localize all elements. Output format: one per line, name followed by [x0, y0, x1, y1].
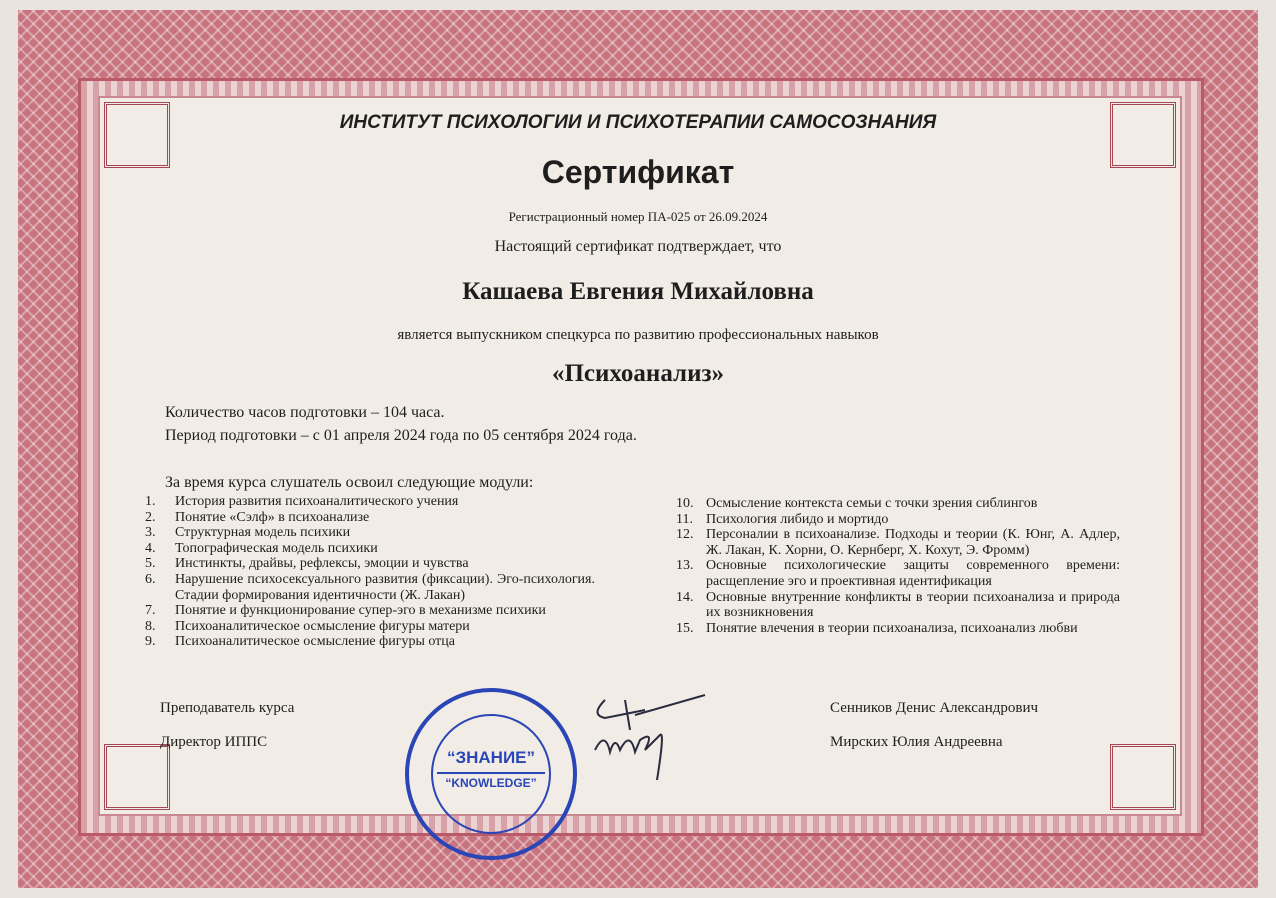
module-item	[145, 541, 595, 557]
teacher-label: Преподаватель курса	[160, 700, 295, 716]
module-number: 5.	[145, 556, 156, 572]
module-number: 10.	[676, 496, 694, 511]
module-title: Психология либидо и мортидо	[706, 511, 889, 527]
course-name: «Психоанализ»	[551, 360, 725, 387]
certificate-title: Сертификат	[541, 154, 735, 190]
module-item	[676, 512, 1120, 528]
module-item	[145, 619, 595, 635]
module-title: Понятие и функционирование супер-эго в механизме психики	[175, 603, 546, 619]
module-number: 1.	[145, 494, 156, 509]
recipient-name: Кашаева Евгения Михайловна	[462, 278, 814, 305]
module-title: История развития психоаналитического учения	[175, 494, 459, 509]
module-item	[676, 590, 1120, 621]
training-period: Период подготовки – с 01 апреля 2024 года по 05 сентября 2024 года.	[165, 427, 637, 444]
module-number: 13.	[676, 558, 694, 574]
module-item	[676, 558, 1120, 589]
module-number: 15.	[676, 620, 694, 636]
module-title: Психоаналитическое осмысление фигуры матери	[175, 618, 470, 634]
module-number: 9.	[145, 634, 156, 650]
training-hours: Количество часов подготовки – 104 часа.	[165, 404, 445, 421]
module-item	[676, 496, 1120, 512]
module-title: Персоналии в психоанализе. Подходы и теории (К. Юнг, А. Адлер, Ж. Лакан, К. Хорни, О. Кернберг, Х. Кохут, Э. Фромм)	[706, 527, 1120, 558]
module-number: 8.	[145, 618, 156, 634]
module-item	[145, 525, 595, 541]
module-item	[676, 527, 1120, 558]
corner-ornament	[104, 744, 170, 810]
module-item	[145, 556, 595, 572]
module-title: Основные психологические защиты современного времени: расщепление эго и проективная идентификация	[706, 558, 1120, 589]
module-title: Инстинкты, драйвы, рефлексы, эмоции и чувства	[175, 556, 469, 572]
module-item	[145, 510, 595, 526]
module-title: Психоаналитическое осмысление фигуры отца	[175, 634, 455, 650]
signatures-handwritten	[585, 690, 715, 790]
registration-number: Регистрационный номер ПА-025 от 26.09.2024	[508, 209, 768, 224]
module-number: 11.	[676, 511, 693, 527]
company-stamp	[405, 688, 577, 860]
modules-intro: За время курса слушатель освоил следующие модули:	[165, 474, 534, 491]
stamp-name-ru: “ЗНАНИЕ”	[446, 748, 536, 767]
stamp-divider	[437, 772, 545, 774]
module-title: Понятие влечения в теории психоанализа, психоанализ любви	[706, 620, 1078, 636]
module-number: 6.	[145, 571, 156, 587]
stamp-name-en: “KNOWLEDGE”	[445, 776, 537, 790]
modules-list-left	[145, 494, 595, 650]
module-title: Основные внутренние конфликты в теории психоанализа и природа их возникновения	[706, 589, 1120, 621]
module-item	[145, 634, 595, 650]
module-number: 12.	[676, 527, 694, 543]
module-item	[145, 572, 595, 603]
module-number: 2.	[145, 509, 156, 525]
modules-list-right	[676, 496, 1120, 636]
module-title: Понятие «Сэлф» в психоанализе	[175, 509, 370, 525]
module-number: 3.	[145, 525, 156, 541]
stamp-inner-ring	[431, 714, 551, 834]
teacher-name: Сенников Денис Александрович	[830, 700, 1039, 716]
module-title: Структурная модель психики	[175, 525, 351, 541]
confirmation-text: Настоящий сертификат подтверждает, что	[494, 238, 782, 255]
module-title: Осмысление контекста семьи с точки зрения сиблингов	[706, 496, 1038, 511]
corner-ornament	[1110, 744, 1176, 810]
director-name: Мирских Юлия Андреевна	[830, 734, 1003, 750]
module-number: 14.	[676, 589, 694, 605]
module-title: Нарушение психосексуального развития (фиксации). Эго-психология. Стадии формирования идентичности (Ж. Лакан)	[175, 571, 595, 603]
module-number: 7.	[145, 603, 156, 619]
module-item	[676, 621, 1120, 637]
institute-name: ИНСТИТУТ ПСИХОЛОГИИ И ПСИХОТЕРАПИИ САМОСОЗНАНИЯ	[339, 112, 937, 133]
module-item	[145, 494, 595, 510]
director-label: Директор ИППС	[160, 734, 268, 750]
module-item	[145, 603, 595, 619]
module-number: 4.	[145, 540, 156, 556]
module-title: Топографическая модель психики	[175, 540, 378, 556]
graduate-text: является выпускником спецкурса по развитию профессиональных навыков	[397, 327, 879, 343]
